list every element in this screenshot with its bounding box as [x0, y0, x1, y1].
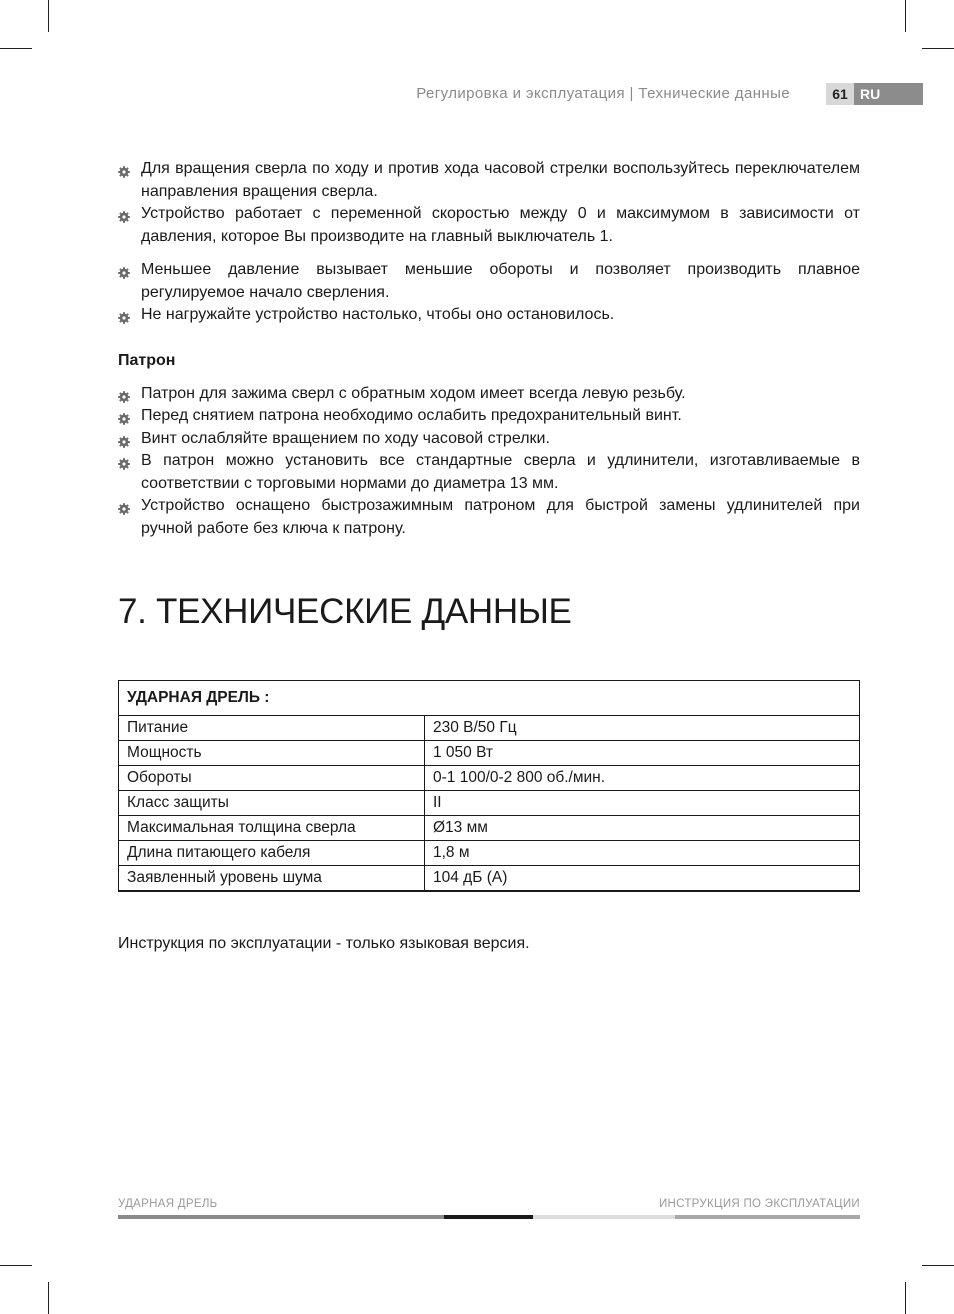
bullet-list-rotation	[118, 158, 860, 248]
gear-bullet-icon	[118, 455, 130, 467]
list-item-text: Патрон для зажима сверл с обратным ходом имеет всегда левую резьбу.	[141, 384, 686, 402]
language-badge: RU	[854, 83, 923, 105]
crop-mark	[922, 48, 954, 49]
crop-mark	[48, 0, 49, 32]
crop-mark	[0, 48, 32, 49]
gear-bullet-icon	[118, 500, 130, 512]
spec-value: II	[425, 791, 860, 816]
table-row	[119, 791, 860, 816]
spec-value: 1,8 м	[425, 841, 860, 866]
crop-mark	[48, 1282, 49, 1314]
gear-bullet-icon	[118, 208, 130, 220]
table-row	[119, 716, 860, 741]
list-item	[118, 304, 860, 327]
list-item-text: Для вращения сверла по ходу и против хода часовой стрелки воспользуйтесь переключателем направления вращения сверла.	[141, 160, 860, 200]
spec-value: 0-1 100/0-2 800 об./мин.	[425, 766, 860, 791]
specs-table-header: УДАРНАЯ ДРЕЛЬ :	[119, 681, 860, 716]
footer-bar-segment	[118, 1215, 444, 1219]
spec-label: Класс защиты	[119, 791, 425, 816]
footer-manual-title: ИНСТРУКЦИЯ ПО ЭКСПЛУАТАЦИИ	[658, 1198, 860, 1210]
bullet-list-pressure	[118, 259, 860, 327]
page-tab	[826, 83, 923, 105]
spec-value: Ø13 мм	[425, 816, 860, 841]
gear-bullet-icon	[118, 264, 130, 276]
language-version-note: Инструкция по эксплуатации - только языковая версия.	[118, 935, 530, 952]
list-item	[118, 405, 860, 428]
list-item-text: Меньшее давление вызывает меньшие обороты и позволяет производить плавное регулируемое начало сверления.	[141, 261, 860, 301]
specs-table	[118, 680, 860, 892]
spec-value: 104 дБ (A)	[425, 866, 860, 892]
spec-label: Мощность	[119, 741, 425, 766]
spec-label: Питание	[119, 716, 425, 741]
gear-bullet-icon	[118, 410, 130, 422]
gear-bullet-icon	[118, 388, 130, 400]
footer-bar-segment	[533, 1215, 675, 1219]
spec-label: Обороты	[119, 766, 425, 791]
page-number: 61	[826, 83, 854, 105]
list-item-text: Винт ослабляйте вращением по ходу часовой стрелки.	[141, 429, 550, 447]
spec-label: Максимальная толщина сверла	[119, 816, 425, 841]
list-item	[118, 428, 860, 451]
list-item-text: В патрон можно установить все стандартные сверла и удлинители, изготавливаемые в соответствии с торговыми нормами до диаметра 13 мм.	[141, 452, 860, 492]
bullet-list-chuck	[118, 383, 860, 541]
crop-mark	[922, 1265, 954, 1266]
table-row	[119, 766, 860, 791]
list-item-text: Устройство работает с переменной скоростью между 0 и максимумом в зависимости от давления, которое Вы производите на главный выключатель 1.	[141, 205, 860, 245]
list-item	[118, 158, 860, 203]
table-row	[119, 866, 860, 892]
footer-product-name: УДАРНАЯ ДРЕЛЬ	[118, 1198, 218, 1210]
list-item	[118, 450, 860, 495]
table-row	[119, 741, 860, 766]
crop-mark	[905, 0, 906, 32]
list-item	[118, 383, 860, 406]
table-row	[119, 841, 860, 866]
spec-label: Заявленный уровень шума	[119, 866, 425, 892]
footer-bar	[118, 1215, 860, 1219]
table-row	[119, 816, 860, 841]
gear-bullet-icon	[118, 163, 130, 175]
spec-value: 230 В/50 Гц	[425, 716, 860, 741]
chuck-heading: Патрон	[118, 351, 176, 369]
specs-table-header-row	[119, 681, 860, 716]
list-item	[118, 203, 860, 248]
list-item-text: Не нагружайте устройство настолько, чтобы оно остановилось.	[141, 306, 615, 323]
crop-mark	[0, 1265, 32, 1266]
list-item	[118, 495, 860, 540]
footer-bar-segment	[675, 1215, 860, 1219]
main-content	[118, 158, 860, 632]
section-title: 7. ТЕХНИЧЕСКИЕ ДАННЫЕ	[118, 592, 572, 631]
footer-bar-segment	[444, 1215, 533, 1219]
list-item-text: Устройство оснащено быстрозажимным патроном для быстрой замены удлинителей при ручной работе без ключа к патрону.	[141, 497, 860, 537]
gear-bullet-icon	[118, 309, 130, 321]
list-item-text: Перед снятием патрона необходимо ослабить предохранительный винт.	[141, 407, 682, 424]
spec-value: 1 050 Вт	[425, 741, 860, 766]
crop-mark	[905, 1282, 906, 1314]
gear-bullet-icon	[118, 433, 130, 445]
running-header-title: Регулировка и эксплуатация | Технические данные	[416, 85, 790, 102]
spec-label: Длина питающего кабеля	[119, 841, 425, 866]
list-item	[118, 259, 860, 304]
